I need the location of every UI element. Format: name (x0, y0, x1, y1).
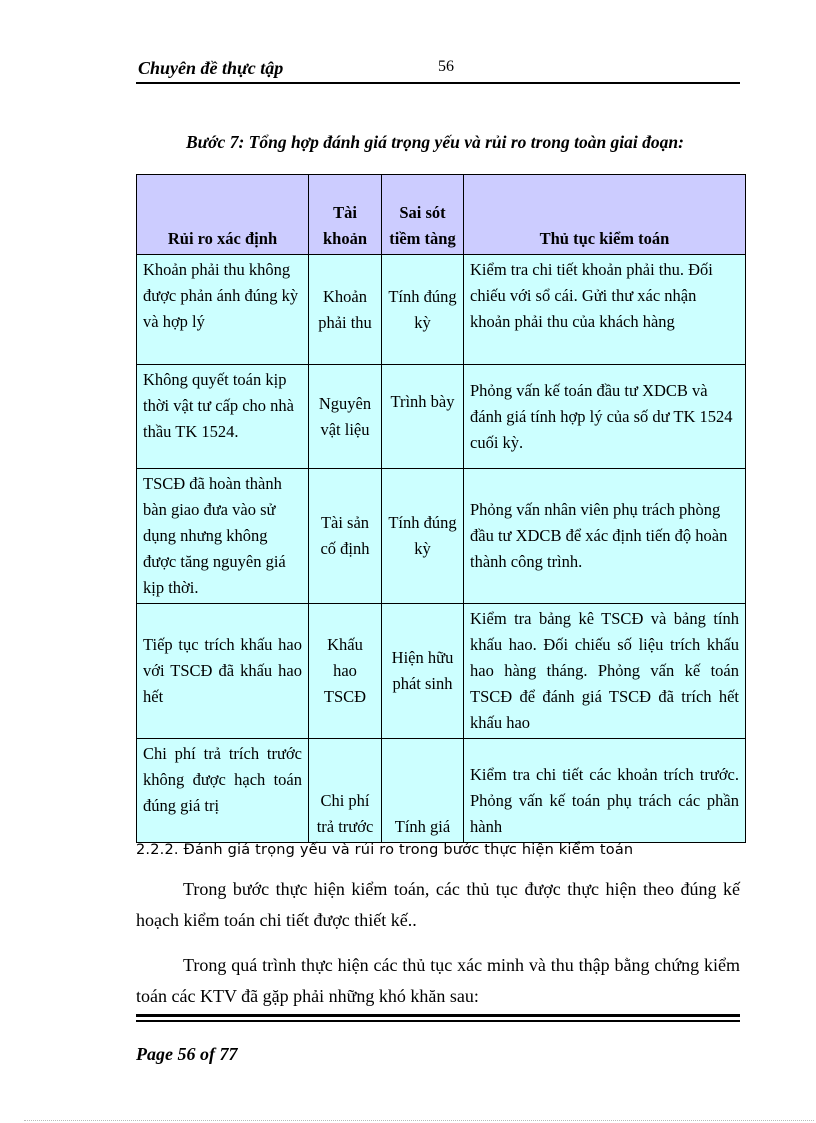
step-heading: Bước 7: Tổng hợp đánh giá trọng yếu và rủi ro trong toàn giai đoạn: (186, 132, 684, 152)
footer-page-label: Page 56 of 77 (136, 1044, 238, 1064)
section-heading: 2.2.2. Đánh giá trọng yếu và rủi ro trong bước thực hiện kiểm toán (136, 842, 634, 858)
table-row (137, 365, 746, 469)
cell-account: Tài sản cố định (309, 469, 382, 604)
paragraph: Trong quá trình thực hiện các thủ tục xác minh và thu thập bằng chứng kiểm toán các KTV đã gặp phải những khó khăn sau: (136, 955, 740, 1006)
header-procedure: Thủ tục kiểm toán (464, 175, 746, 255)
cell-misstatement: Tính đúng kỳ (382, 255, 464, 365)
cell-procedure: Kiểm tra bảng kê TSCĐ và bảng tính khấu hao. Đối chiếu số liệu trích khấu hao hàng tháng. Phỏng vấn kế toán TSCĐ để đánh giá TSCĐ đã trích hết khấu hao (464, 604, 746, 739)
page-bottom-dotted-line (24, 1120, 814, 1121)
risk-assessment-table (136, 174, 746, 843)
page-header (136, 56, 740, 84)
cell-procedure: Kiểm tra chi tiết các khoản trích trước. Phỏng vấn kế toán phụ trách các phần hành (464, 739, 746, 843)
cell-misstatement: Tính đúng kỳ (382, 469, 464, 604)
header-risk: Rủi ro xác định (137, 175, 309, 255)
cell-risk: Chi phí trả trích trước không được hạch toán đúng giá trị (137, 739, 309, 843)
cell-risk: Khoản phải thu không được phản ánh đúng kỳ và hợp lý (137, 255, 309, 365)
table-row (137, 604, 746, 739)
header-account: Tài khoản (309, 175, 382, 255)
cell-risk: Tiếp tục trích khấu hao với TSCĐ đã khấu hao hết (137, 604, 309, 739)
cell-misstatement: Tính giá (382, 739, 464, 843)
document-title: Chuyên đề thực tập (138, 58, 284, 78)
header-page-number: 56 (438, 58, 454, 75)
table-row (137, 469, 746, 604)
cell-risk: Không quyết toán kịp thời vật tư cấp cho nhà thầu TK 1524. (137, 365, 309, 469)
cell-account: Nguyên vật liệu (309, 365, 382, 469)
paragraph: Trong bước thực hiện kiểm toán, các thủ tục được thực hiện theo đúng kế hoạch kiểm toán chi tiết được thiết kế.. (136, 879, 740, 930)
cell-procedure: Phỏng vấn nhân viên phụ trách phòng đầu tư XDCB để xác định tiến độ hoàn thành công trình. (464, 469, 746, 604)
cell-account: Khấu hao TSCĐ (309, 604, 382, 739)
footer-rule-thick (136, 1014, 740, 1017)
cell-account: Chi phí trả trước (309, 739, 382, 843)
footer-rule-thin (136, 1020, 740, 1022)
cell-misstatement: Hiện hữu phát sinh (382, 604, 464, 739)
header-misstatement: Sai sót tiềm tàng (382, 175, 464, 255)
table-row (137, 255, 746, 365)
cell-account: Khoản phải thu (309, 255, 382, 365)
cell-misstatement: Trình bày (382, 365, 464, 469)
table-row (137, 739, 746, 843)
cell-procedure: Phỏng vấn kế toán đầu tư XDCB và đánh giá tính hợp lý của số dư TK 1524 cuối kỳ. (464, 365, 746, 469)
cell-procedure: Kiểm tra chi tiết khoản phải thu. Đối chiếu với sổ cái. Gửi thư xác nhận khoản phải thu của khách hàng (464, 255, 746, 365)
cell-risk: TSCĐ đã hoàn thành bàn giao đưa vào sử dụng nhưng không được tăng nguyên giá kịp thời. (137, 469, 309, 604)
table-header-row (137, 175, 746, 255)
